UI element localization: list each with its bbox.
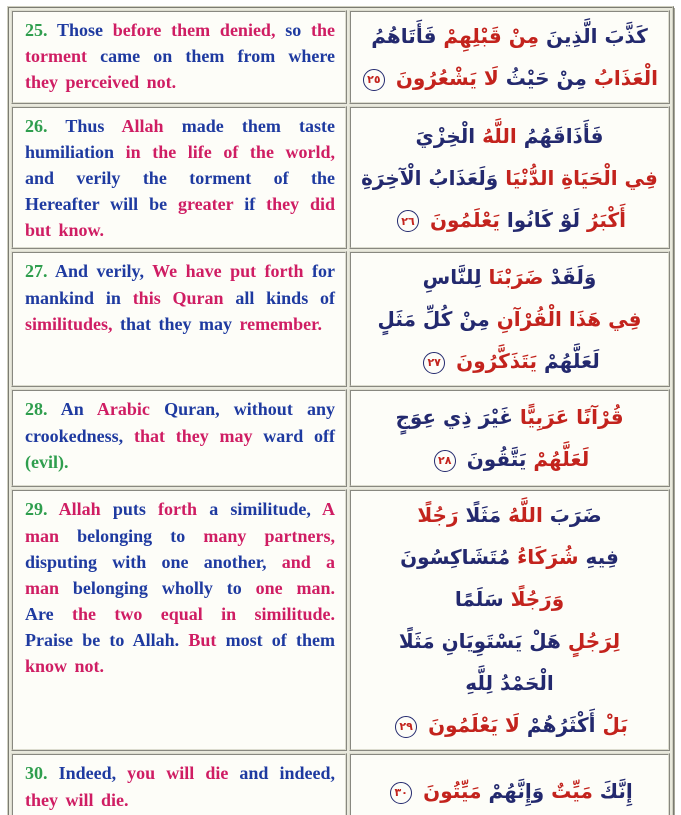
arabic-word: لَعَلَّهُمْ (543, 349, 600, 374)
arabic-word: عِوَجٍ (395, 405, 437, 430)
arabic-word: مَثَلًا (465, 503, 502, 528)
arabic-word: يَسْتَوِيَانِ (441, 629, 523, 654)
verse-end-number: ٢٨ (438, 454, 452, 468)
verse-number: 30. (25, 763, 48, 784)
verse-row (11, 489, 670, 751)
verse-end-number: ٢٩ (399, 720, 413, 734)
arabic-word: الدُّنْيَا (505, 165, 555, 190)
english-segment: a similitude, (209, 499, 311, 520)
english-segment: remember. (239, 313, 322, 334)
arabic-word: لِلَّهِ (465, 671, 494, 696)
english-segment: Are (25, 603, 54, 624)
arabic-line (361, 57, 658, 99)
arabic-word: الْخِزْيَ (415, 123, 476, 148)
english-translation-cell (11, 251, 347, 387)
arabic-line (361, 662, 658, 704)
english-segment: And verily, (54, 261, 144, 282)
arabic-word: مَثَلًا (398, 629, 435, 654)
arabic-word: أَكْثَرُهُمْ (526, 713, 596, 738)
english-segment: made them taste humiliation (25, 116, 335, 163)
english-segment: Quran, without any crookedness, (25, 399, 336, 446)
english-translation-cell (11, 389, 347, 487)
arabic-line (361, 157, 658, 199)
english-segment: most of them (225, 629, 335, 650)
english-segment: Indeed, (58, 763, 117, 784)
verse-end-marker (390, 782, 412, 804)
arabic-word: مِنْ (459, 307, 490, 332)
english-translation-cell (11, 10, 347, 104)
arabic-line (361, 770, 658, 812)
arabic-word: يَعْلَمُونَ (429, 207, 500, 232)
verse-end-marker (397, 210, 419, 232)
arabic-word: غَيْرَ (478, 405, 513, 430)
arabic-verse-cell (349, 753, 670, 815)
arabic-word: يَشْعُرُونَ (395, 66, 477, 90)
arabic-word: أَكْبَرُ (586, 207, 627, 232)
arabic-line (361, 438, 658, 480)
verse-row (11, 753, 670, 815)
english-segment: in the life of the world, (125, 142, 336, 163)
arabic-verse-cell (349, 389, 670, 487)
arabic-word: مَيِّتُونَ (423, 779, 482, 804)
english-translation-cell (11, 753, 347, 815)
english-segment: that they may (120, 313, 233, 334)
arabic-word: هَلْ (529, 629, 561, 654)
arabic-word: شُرَكَاءُ (517, 545, 579, 570)
arabic-line (361, 199, 658, 241)
english-segment: belonging to (77, 525, 186, 546)
arabic-word: هَذَا (568, 307, 602, 332)
verse-end-marker (423, 352, 445, 374)
english-segment: Praise be to Allah. (25, 629, 180, 650)
arabic-word: لَعَلَّهُمْ (533, 447, 590, 472)
english-segment: before them denied, (112, 20, 276, 40)
arabic-word: الْآخِرَةِ (361, 165, 422, 190)
english-segment: Allah (58, 499, 101, 520)
english-segment: they perceived not. (25, 72, 177, 93)
arabic-word: ضَرَبْنَا (488, 265, 544, 290)
arabic-line (361, 340, 658, 382)
english-segment: they did but know. (25, 194, 336, 241)
arabic-line (361, 578, 658, 620)
english-segment: Arabic (96, 399, 150, 420)
arabic-word: اللَّهُ (482, 123, 517, 148)
arabic-word: لِلنَّاسِ (422, 265, 482, 290)
english-segment: Those (56, 20, 103, 40)
english-segment: and a man (25, 551, 336, 598)
verse-row (11, 10, 670, 104)
verse-row (11, 389, 670, 487)
arabic-word: فَأَتَاهُمُ (371, 24, 437, 48)
arabic-word: مِنْ (508, 24, 540, 48)
arabic-word: فِي (624, 165, 658, 190)
arabic-verse-cell (349, 10, 670, 104)
arabic-word: فِي (608, 307, 642, 332)
arabic-line (361, 536, 658, 578)
english-segment: similitudes, (25, 313, 113, 334)
verse-end-number: ٢٧ (427, 356, 441, 370)
arabic-word: مَثَلٍ (377, 307, 416, 332)
verse-number: 25. (25, 20, 48, 40)
arabic-word: كَذَّبَ (604, 24, 648, 48)
arabic-line (361, 620, 658, 662)
english-segment: came on them from where (100, 46, 336, 67)
arabic-word: وَلَعَذَابُ (428, 165, 499, 190)
arabic-word: حَيْثُ (505, 66, 550, 90)
arabic-word: فَأَذَاقَهُمُ (523, 123, 604, 148)
arabic-word: بَلْ (602, 713, 628, 738)
arabic-line (361, 704, 658, 746)
arabic-word: يَعْلَمُونَ (428, 713, 499, 738)
verse-end-number: ٢٦ (401, 214, 415, 228)
arabic-word: كُلِّ (422, 307, 453, 332)
arabic-word: رَجُلًا (417, 503, 459, 528)
english-segment: disputing with one another, (25, 551, 267, 572)
english-segment: this Quran (132, 287, 224, 308)
english-segment: and indeed, (239, 763, 336, 784)
arabic-line (361, 15, 658, 57)
verse-number: 28. (25, 399, 48, 420)
arabic-word: فِيهِ (585, 545, 619, 570)
arabic-line (361, 115, 658, 157)
english-segment: An (60, 399, 84, 420)
arabic-word: الْحَيَاةِ (561, 165, 618, 190)
english-segment: they will die. (25, 789, 129, 810)
arabic-verse-cell (349, 251, 670, 387)
verse-end-number: ٢٥ (367, 73, 381, 86)
arabic-line (361, 256, 658, 298)
english-segment: for mankind in (25, 261, 336, 308)
arabic-word: مَيِّتٌ (551, 779, 593, 804)
verse-end-number: ٣٠ (394, 786, 408, 800)
verse-number: 29. (25, 499, 48, 520)
arabic-line (361, 494, 658, 536)
english-segment: forth (158, 499, 198, 520)
verse-row (11, 251, 670, 387)
arabic-word: عَرَبِيًّا (519, 405, 570, 430)
arabic-word: سَلَمًا (454, 587, 504, 612)
english-translation-cell (11, 106, 347, 249)
english-segment: ward off (263, 425, 335, 446)
verse-end-marker (395, 716, 417, 738)
english-segment: belonging wholly to (72, 577, 242, 598)
english-segment: know not. (25, 656, 105, 677)
english-segment: puts (112, 499, 146, 520)
verse-number: 26. (25, 116, 48, 136)
verse-table (7, 6, 674, 815)
english-segment: one man. (255, 577, 336, 598)
english-segment: if (244, 194, 256, 215)
english-segment: all kinds of (235, 287, 335, 308)
verse-number: 27. (25, 261, 48, 282)
arabic-word: لَا (483, 66, 499, 90)
english-segment: and verily the torment of the Hereafter will be (25, 168, 335, 215)
english-segment: Thus (65, 116, 105, 136)
arabic-word: الْقُرْآنِ (496, 307, 562, 332)
arabic-word: يَتَذَكَّرُونَ (456, 349, 537, 374)
arabic-word: لَا (505, 713, 520, 738)
arabic-line (361, 396, 658, 438)
arabic-word: مِنْ (556, 66, 587, 90)
english-segment: that they may (133, 425, 253, 446)
arabic-word: إِنَّكَ (599, 779, 633, 804)
verse-end-marker (363, 69, 385, 91)
english-segment: you will die (127, 763, 229, 784)
arabic-word: ضَرَبَ (549, 503, 602, 528)
english-segment: We have put forth (152, 261, 304, 282)
arabic-line (361, 298, 658, 340)
english-segment: But (188, 629, 217, 650)
arabic-verse-cell (349, 489, 670, 751)
english-segment: many partners, (203, 525, 336, 546)
arabic-word: الَّذِينَ (546, 24, 598, 48)
english-segment: A man (25, 499, 336, 546)
english-segment: (evil). (25, 451, 69, 472)
english-segment: the torment (25, 20, 336, 67)
english-segment: the two equal in similitude. (72, 603, 335, 624)
arabic-word: اللَّهُ (508, 503, 543, 528)
arabic-word: كَانُوا (506, 207, 553, 232)
arabic-word: لِرَجُلٍ (567, 629, 621, 654)
arabic-verse-cell (349, 106, 670, 249)
english-segment: so (285, 20, 302, 40)
english-segment: Allah (121, 116, 164, 136)
arabic-word: الْحَمْدُ (500, 671, 554, 696)
arabic-word: وَرَجُلًا (510, 587, 565, 612)
arabic-word: لَوْ (559, 207, 580, 232)
arabic-word: يَتَّقُونَ (466, 447, 527, 472)
verse-row (11, 106, 670, 249)
english-translation-cell (11, 489, 347, 751)
arabic-word: ذِي (443, 405, 472, 430)
arabic-word: الْعَذَابُ (593, 66, 658, 90)
arabic-word: مُتَشَاكِسُونَ (400, 545, 511, 570)
arabic-word: قَبْلِهِمْ (443, 24, 502, 48)
verse-rows (11, 10, 670, 815)
english-segment: greater (177, 194, 234, 215)
verse-end-marker (434, 450, 456, 472)
arabic-word: وَلَقَدْ (550, 265, 597, 290)
arabic-word: قُرْآنًا (576, 405, 624, 430)
arabic-word: وَإِنَّهُمْ (488, 779, 545, 804)
